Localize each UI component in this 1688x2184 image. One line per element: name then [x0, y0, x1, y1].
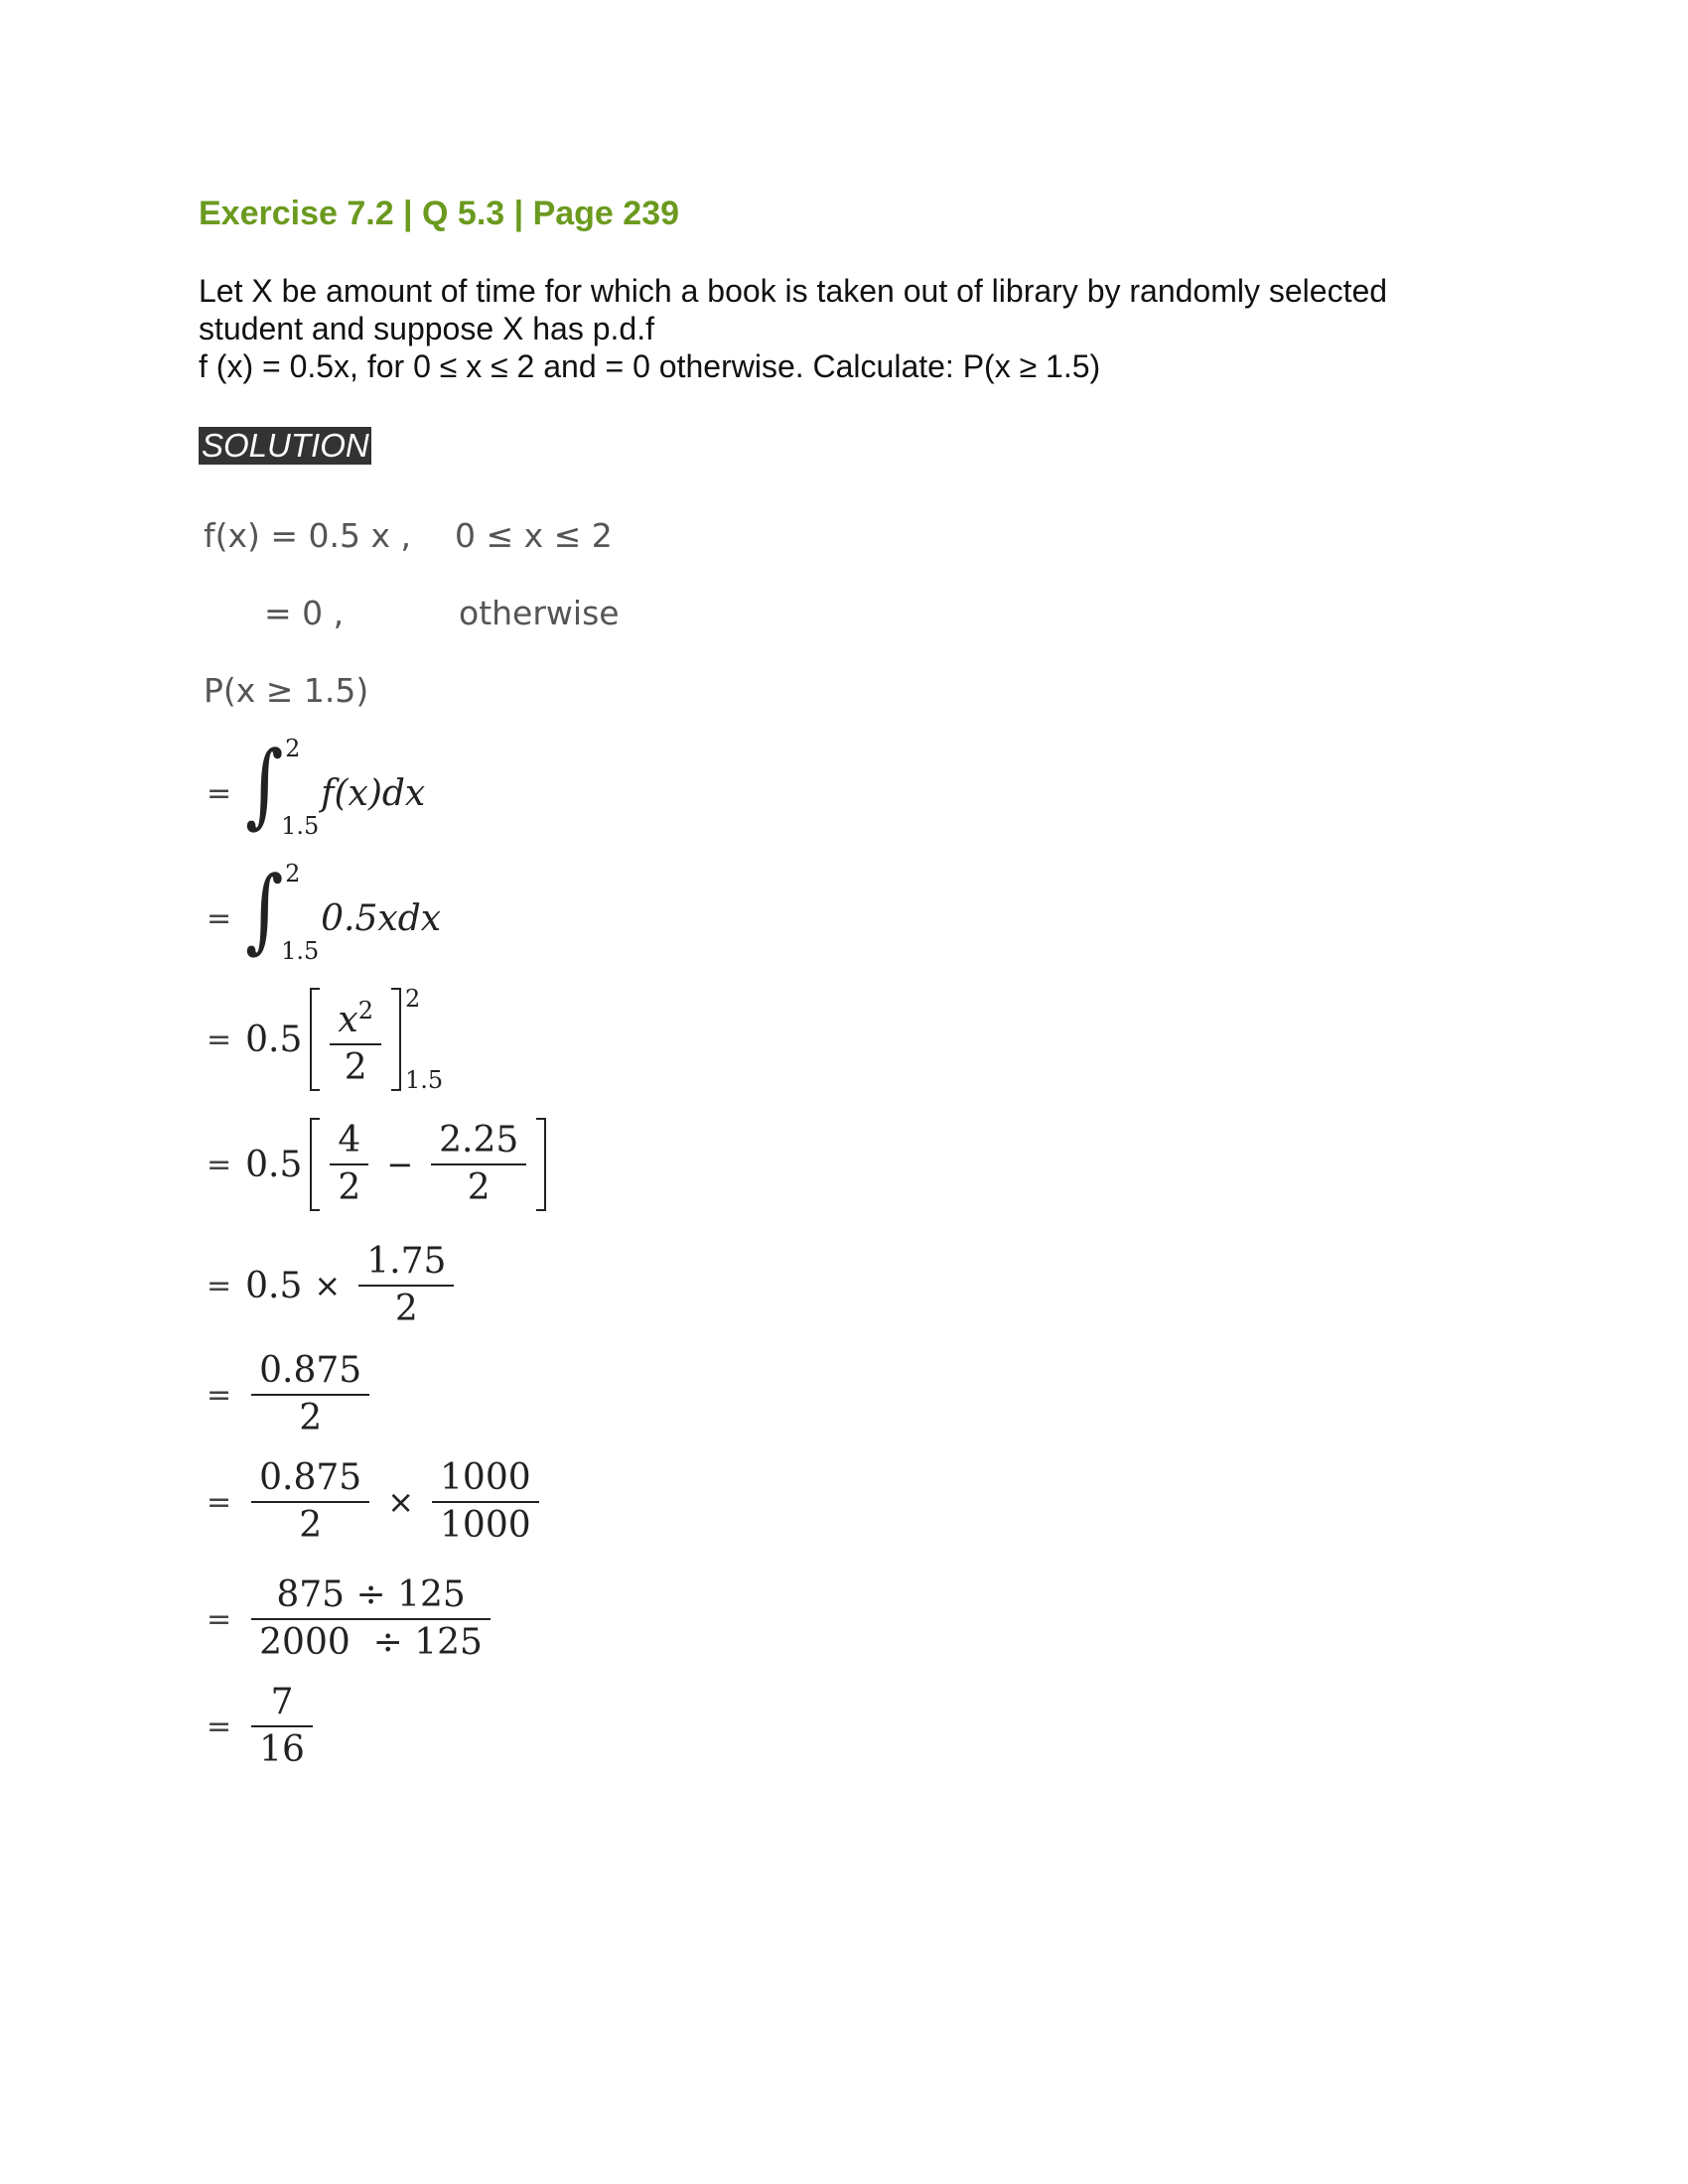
evaluation-limits: 2 1.5	[405, 985, 444, 1094]
integral-upper-limit: 2	[285, 860, 301, 887]
question-text	[199, 272, 1489, 385]
definition-row-1-expr: f(x) = 0.5 x ,	[204, 516, 412, 555]
equals-sign: =	[207, 775, 232, 811]
fraction-0-875-over-2: $\frac{0.875}{2}$	[251, 1455, 369, 1549]
integrand: 0.5xdx	[321, 897, 442, 939]
equals-sign: =	[207, 1268, 232, 1303]
evaluation-bracket	[310, 988, 401, 1091]
integral-upper-limit: 2	[285, 735, 301, 762]
step-fraction-0-875	[207, 1348, 375, 1441]
question-line-3: f (x) = 0.5x, for 0 ≤ x ≤ 2 and = 0 otherwise. Calculate: P(x ≥ 1.5)	[199, 348, 1101, 384]
step-substitution	[207, 1118, 546, 1211]
step-product: = 0.5 × $\frac{1.75}{2}$	[207, 1239, 460, 1332]
probability-expression: P(x ≥ 1.5)	[204, 671, 369, 710]
integrand: f(x)dx	[321, 772, 426, 814]
difference-bracket: $\frac{4}{2}$ − $\frac{2.25}{2}$	[310, 1118, 546, 1211]
step-integral-fx	[207, 732, 426, 848]
solution-badge: SOLUTION	[199, 427, 371, 465]
integral-sign: ∫ 2 1.5	[245, 857, 320, 965]
equals-sign: =	[207, 1022, 232, 1057]
step-antiderivative	[207, 985, 443, 1094]
equals-sign: =	[207, 900, 232, 936]
integral-lower-limit: 1.5	[281, 937, 320, 965]
fraction-1000-over-1000: $\frac{1000}{1000}$	[432, 1455, 539, 1549]
equals-sign: =	[207, 1377, 232, 1413]
question-line-2: student and suppose X has p.d.f	[199, 311, 654, 346]
step-divide-by-125	[207, 1572, 496, 1666]
fraction-reduction: $\frac{875 \div 125}{2000 \div 125}$	[251, 1572, 491, 1666]
coefficient: 0.5	[245, 1265, 303, 1306]
fraction-4-over-2: $\frac{4}{2}$	[330, 1118, 368, 1211]
integral-sign: ∫ 2 1.5	[245, 732, 320, 840]
fraction-7-over-16: $\frac{7}{16}$	[251, 1680, 313, 1773]
coefficient: 0.5	[245, 1019, 303, 1060]
question-line-1: Let X be amount of time for which a book is taken out of library by randomly selected	[199, 273, 1388, 309]
fraction-0-875-over-2: $\frac{0.875}{2}$	[251, 1348, 369, 1441]
definition-row-2-condition: otherwise	[459, 594, 620, 632]
equals-sign: =	[207, 1484, 232, 1520]
step-final-answer	[207, 1680, 319, 1773]
fraction-1-75-over-2: $\frac{1.75}{2}$	[358, 1239, 454, 1332]
step-scale-by-1000: = $\frac{0.875}{2}$ × $\frac{1000}{1000}$	[207, 1455, 545, 1549]
definition-row-1-condition: 0 ≤ x ≤ 2	[455, 516, 613, 555]
step-integral-half-x	[207, 857, 442, 973]
fraction-2-25-over-2: $\frac{2.25}{2}$	[431, 1118, 526, 1211]
fraction-x-squared-over-2: $\frac{x^2}{2}$	[330, 988, 381, 1091]
equals-sign: =	[207, 1708, 232, 1744]
definition-row-2-expr: = 0 ,	[264, 594, 345, 632]
equals-sign: =	[207, 1601, 232, 1637]
coefficient: 0.5	[245, 1144, 303, 1185]
integral-lower-limit: 1.5	[281, 812, 320, 840]
equals-sign: =	[207, 1147, 232, 1182]
exercise-heading: Exercise 7.2 | Q 5.3 | Page 239	[199, 195, 680, 232]
